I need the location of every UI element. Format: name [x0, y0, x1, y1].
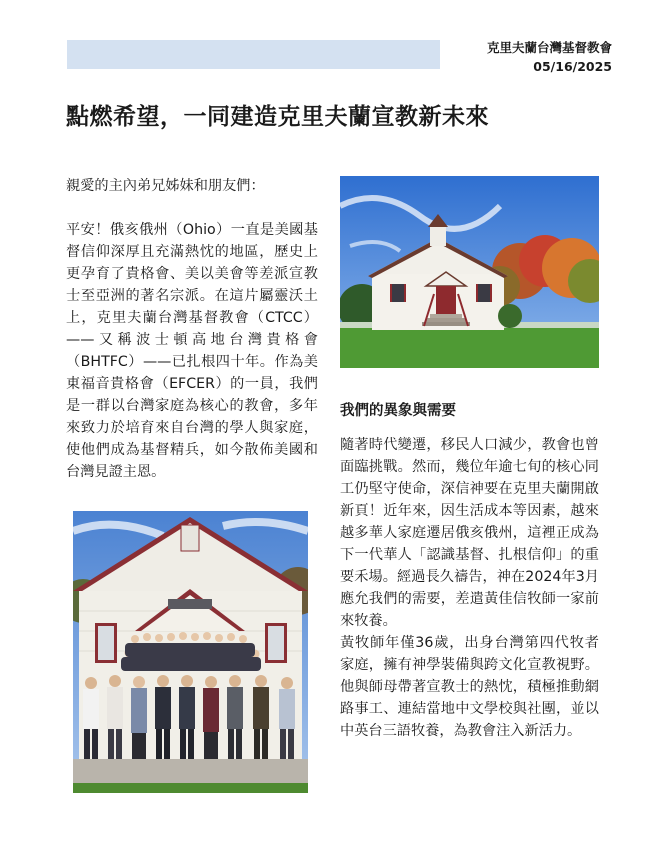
header-org-block [487, 38, 612, 76]
congregation-group-photo [73, 511, 308, 793]
pastor-paragraph: 黃牧師年僅36歲，出身台灣第四代牧者家庭，擁有神學裝備與跨文化宣教視野。他與師母帶著宣教士的熱忱，積極推動網路事工、連結當地中文學校與社團，並以中英台三語牧養，為教會注入新活力。 [340, 635, 599, 739]
date-label: 05/16/2025 [533, 59, 612, 74]
vision-paragraph: 隨著時代變遷，移民人口減少，教會也曾面臨挑戰。然而，幾位年逾七旬的核心同工仍堅守使命，深信神要在克里夫蘭開啟新頁！近年來，因生活成本等因素，越來越多華人家庭遷居俄亥俄州，這裡正成為下一代華人「認識基督、扎根信仰」的重要禾場。經過長久禱告，神在2024年3月應允我們的需要，差遣黃佳信牧師一家前來牧養。 [340, 437, 599, 629]
header-color-bar [67, 40, 440, 69]
section-heading: 我們的異象與需要 [340, 403, 456, 419]
church-name: 克里夫蘭台灣基督教會 [486, 40, 612, 55]
right-column [340, 396, 599, 742]
intro-paragraph: 平安！俄亥俄州（Ohio）一直是美國基督信仰深厚且充滿熱忱的地區，歷史上更孕育了貴格會、美以美會等差派宣教士至亞洲的著名宗派。在這片屬靈沃土上，克里夫蘭台灣基督教會（CTCC）——又稱波士頓高地台灣貴格會（BHTFC）——已扎根四十年。作為美東福音貴格會（EFCER）的一員，我們是一群以台灣家庭為核心的教會，多年來致力於培育來自台灣的學人與家庭，使他們成為基督精兵，如今散佈美國和台灣見證主恩。 [66, 222, 318, 480]
left-column [66, 175, 318, 483]
greeting: 親愛的主內弟兄姊妹和朋友們： [66, 178, 265, 194]
page-title: 點燃希望，一同建造克里夫蘭宣教新未來 [66, 104, 489, 130]
church-photo [340, 176, 599, 368]
